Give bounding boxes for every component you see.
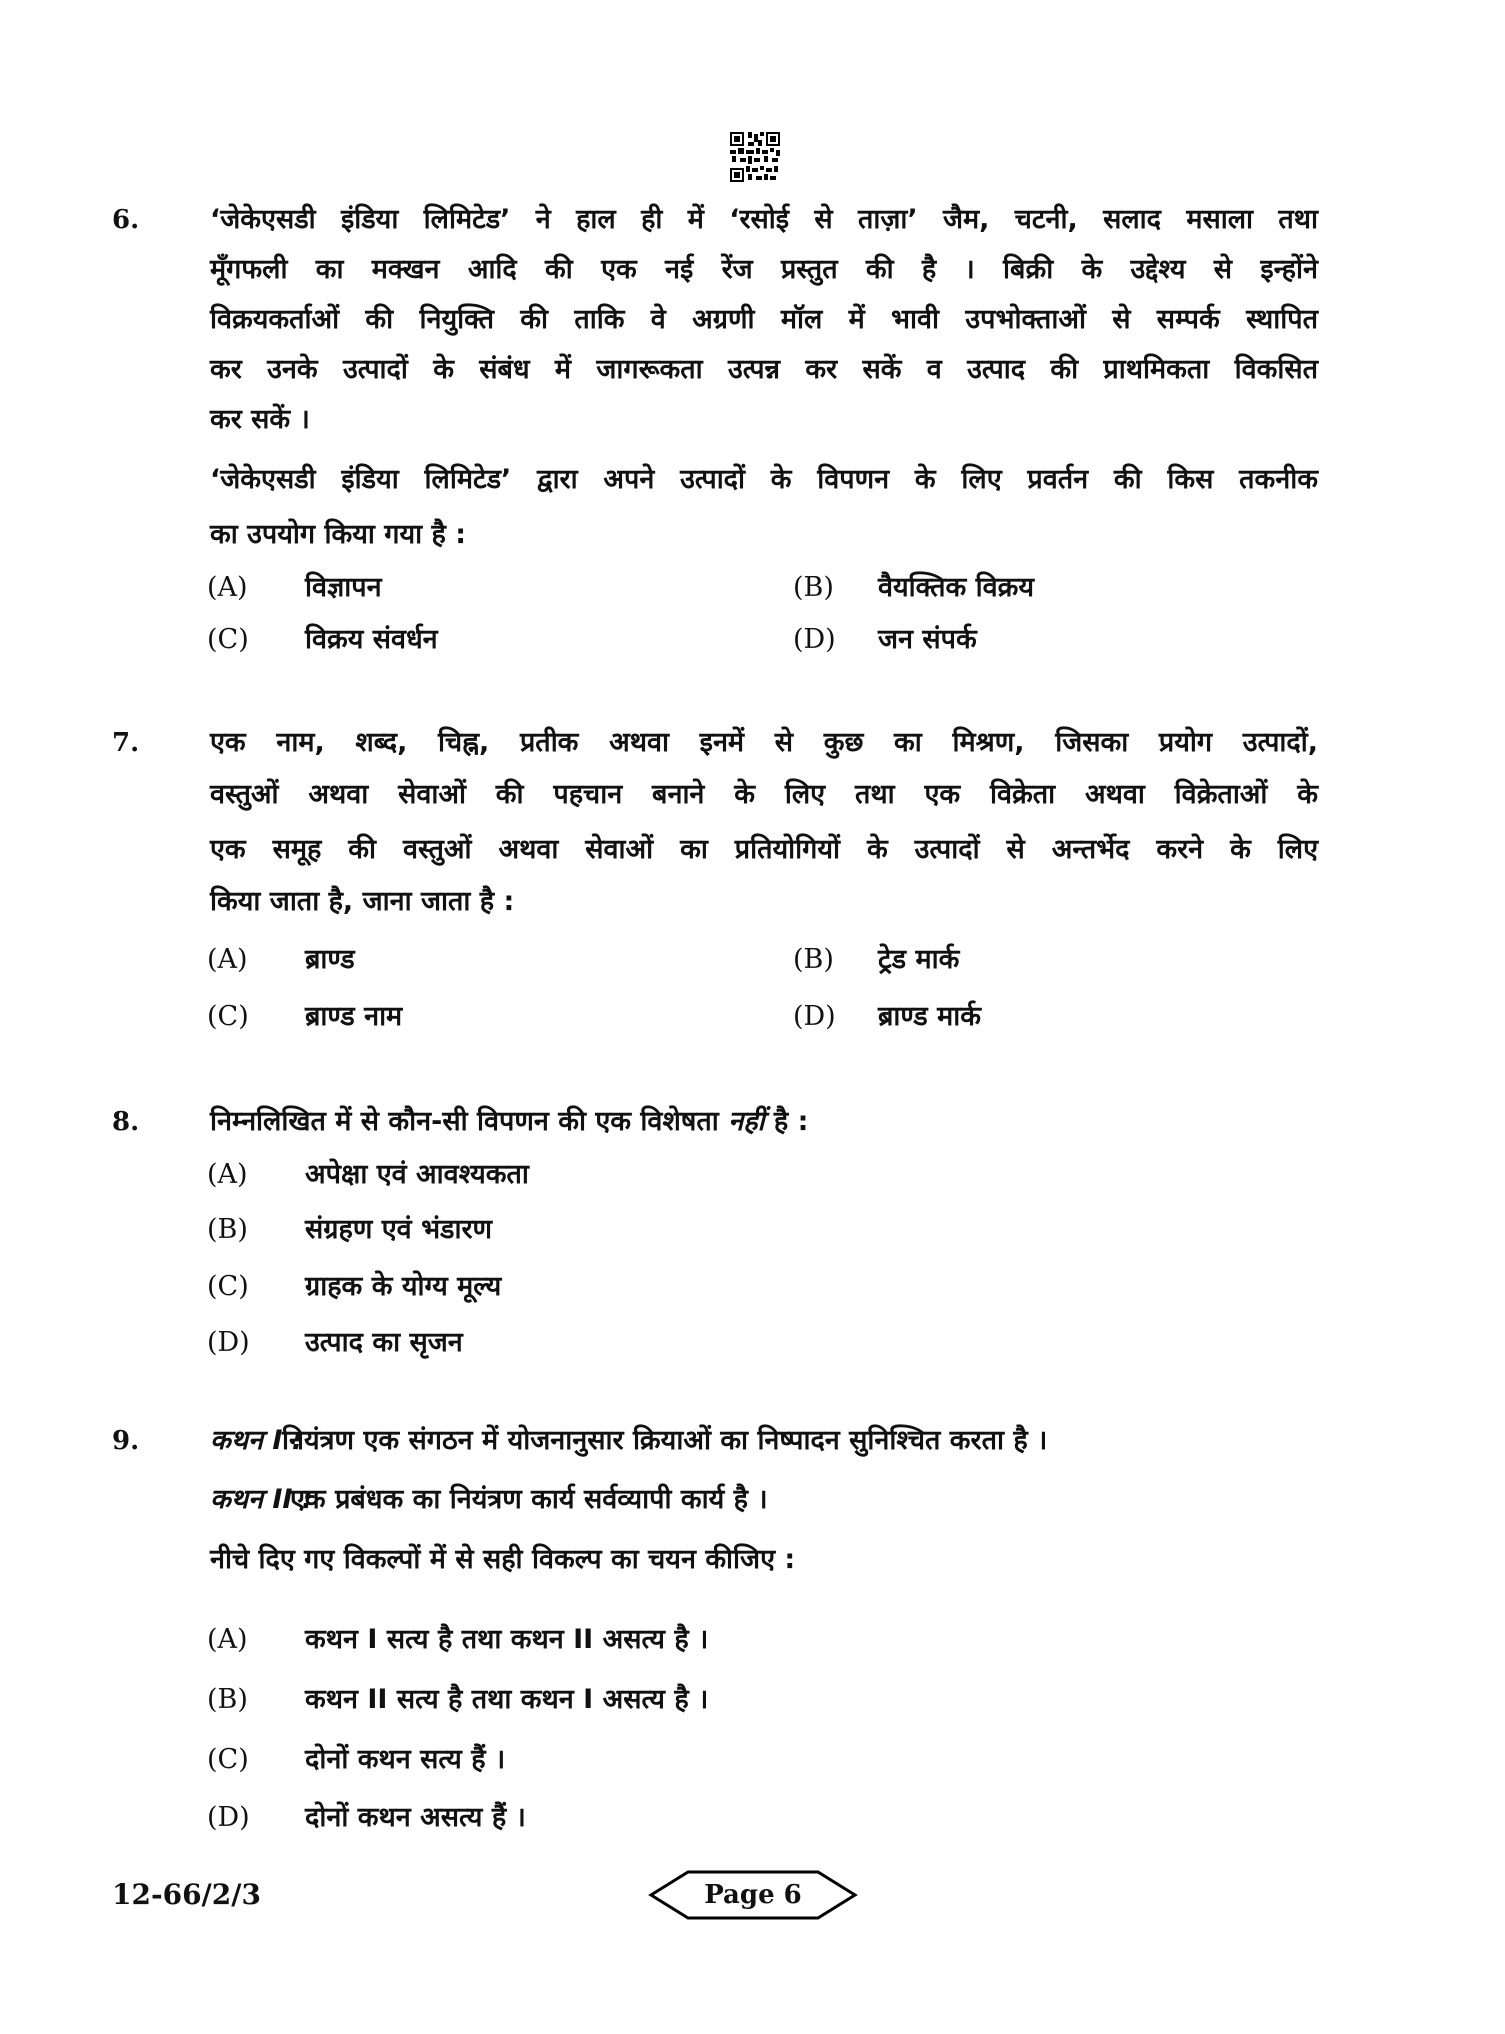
question-text-line: विक्रयकर्ताओं की नियुक्ति की ताकि वे अग्रणी मॉल में भावी उपभोक्ताओं से सम्पर्क स्थापित <box>210 304 1318 335</box>
option-label: (A) <box>207 1624 248 1655</box>
option-label: (B) <box>793 944 834 975</box>
option-label: (C) <box>207 1744 249 1775</box>
option-text: उत्पाद का सृजन <box>305 1327 463 1358</box>
question-prompt-line: का उपयोग किया गया है : <box>210 519 467 550</box>
option-label: (B) <box>207 1214 248 1245</box>
question-title-emphasis: नहीं <box>728 1106 765 1137</box>
question-instruction: नीचे दिए गए विकल्पों में से सही विकल्प का चयन कीजिए : <box>210 1544 796 1575</box>
question-text-line: कर सकें । <box>210 404 310 435</box>
question-text-line: कर उनके उत्पादों के संबंध में जागरूकता उत्पन्न कर सकें व उत्पाद की प्राथमिकता विकसित <box>210 354 1318 385</box>
option-text: वैयक्तिक विक्रय <box>878 572 1035 603</box>
question-number: 7. <box>112 728 140 758</box>
question-title <box>210 1105 808 1139</box>
question-text-line: ‘जेकेएसडी इंडिया लिमिटेड’ ने हाल ही में ‘रसोई से ताज़ा’ जैम, चटनी, सलाद मसाला तथा <box>210 204 1318 235</box>
option-text: कथन I सत्य है तथा कथन II असत्य है । <box>305 1624 709 1655</box>
question-prompt-line: ‘जेकेएसडी इंडिया लिमिटेड’ द्वारा अपने उत्पादों के विपणन के लिए प्रवर्तन की किस तकनीक <box>210 464 1318 495</box>
option-text: ब्राण्ड नाम <box>305 1001 403 1032</box>
question-text-line: वस्तुओं अथवा सेवाओं की पहचान बनाने के लिए तथा एक विक्रेता अथवा विक्रेताओं के <box>210 779 1318 810</box>
option-label: (C) <box>207 624 249 655</box>
paper-code: 12-66/2/3 <box>112 1878 261 1911</box>
page-number-badge <box>648 1870 858 1920</box>
option-label: (B) <box>207 1684 248 1715</box>
option-label: (D) <box>793 624 836 655</box>
option-label: (C) <box>207 1271 249 1302</box>
option-text: दोनों कथन सत्य हैं । <box>305 1744 506 1775</box>
qr-code-icon <box>730 132 780 182</box>
option-label: (D) <box>207 1802 250 1833</box>
question-text-line: एक समूह की वस्तुओं अथवा सेवाओं का प्रतियोगियों के उत्पादों से अन्तर्भेद करने के लिए <box>210 834 1318 865</box>
statement-1-label: कथन I : <box>210 1425 303 1456</box>
option-text: ग्राहक के योग्य मूल्य <box>305 1271 502 1302</box>
option-text: ब्राण्ड मार्क <box>878 1001 981 1032</box>
statement-2-text: एक प्रबंधक का नियंत्रण कार्य सर्वव्यापी कार्य है । <box>290 1484 768 1515</box>
option-label: (C) <box>207 1001 249 1032</box>
question-number: 9. <box>112 1426 140 1456</box>
option-label: (B) <box>793 572 834 603</box>
option-label: (D) <box>793 1001 836 1032</box>
option-text: अपेक्षा एवं आवश्यकता <box>305 1159 529 1190</box>
question-title-text: निम्नलिखित में से कौन-सी विपणन की एक विशेषता <box>210 1106 729 1137</box>
question-text-line: किया जाता है, जाना जाता है : <box>210 886 515 917</box>
statement-1-text: नियंत्रण एक संगठन में योजनानुसार क्रियाओं का निष्पादन सुनिश्चित करता है । <box>282 1425 1048 1456</box>
page-number: Page 6 <box>704 1880 802 1910</box>
question-text-line: मूँगफली का मक्खन आदि की एक नई रेंज प्रस्तुत की है । बिक्री के उद्देश्य से इन्होंने <box>210 254 1318 285</box>
option-text: दोनों कथन असत्य हैं । <box>305 1802 526 1833</box>
option-text: कथन II सत्य है तथा कथन I असत्य है । <box>305 1684 709 1715</box>
option-text: ट्रेड मार्क <box>878 944 960 975</box>
question-text-line: एक नाम, शब्द, चिह्न, प्रतीक अथवा इनमें से कुछ का मिश्रण, जिसका प्रयोग उत्पादों, <box>210 727 1318 758</box>
option-label: (A) <box>207 572 248 603</box>
option-text: ब्राण्ड <box>305 944 355 975</box>
statement-2-label: कथन II : <box>210 1484 313 1515</box>
question-title-text: है : <box>764 1106 809 1137</box>
question-number: 8. <box>112 1107 140 1137</box>
option-text: संग्रहण एवं भंडारण <box>305 1214 493 1245</box>
option-text: जन संपर्क <box>878 624 977 655</box>
option-text: विज्ञापन <box>305 572 382 603</box>
option-text: विक्रय संवर्धन <box>305 624 438 655</box>
question-number: 6. <box>112 205 140 235</box>
option-label: (D) <box>207 1327 250 1358</box>
option-label: (A) <box>207 944 248 975</box>
option-label: (A) <box>207 1159 248 1190</box>
